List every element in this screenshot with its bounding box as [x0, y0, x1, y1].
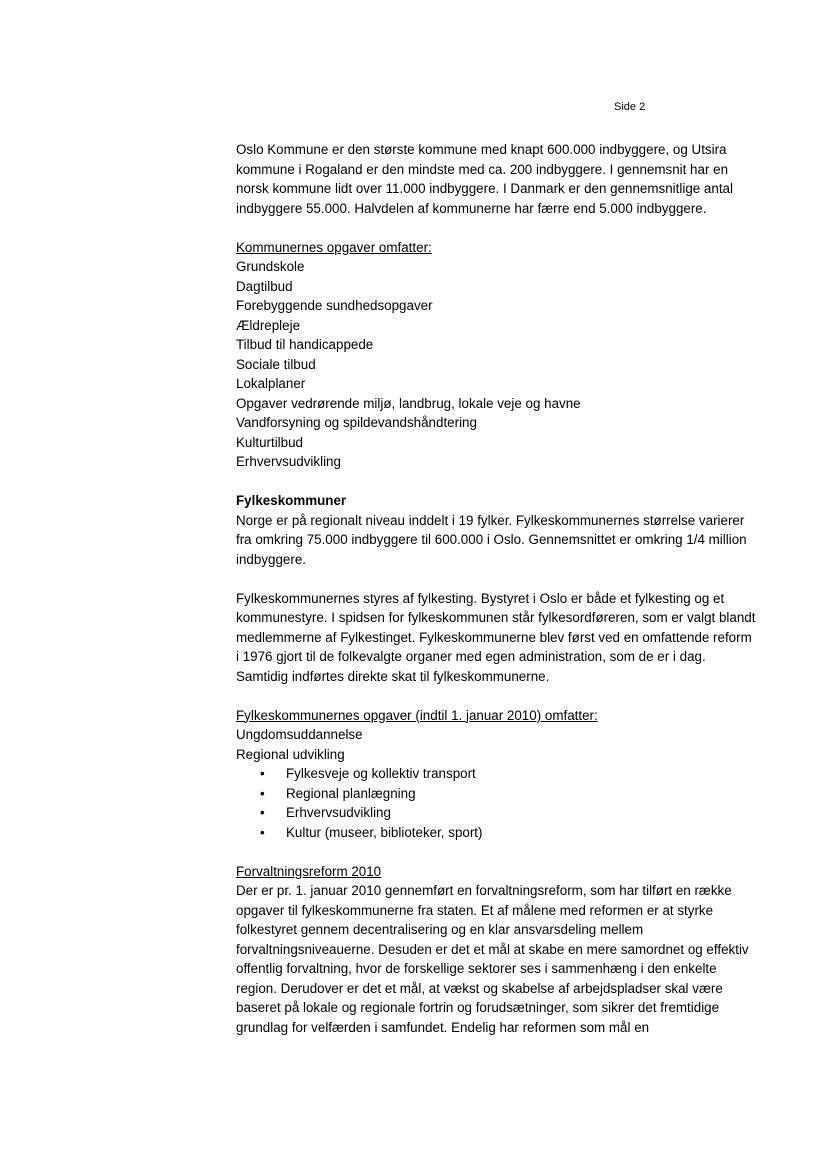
- bullet-item: • Fylkesveje og kollektiv transport: [236, 764, 756, 784]
- list-item: Regional udvikling: [236, 746, 345, 762]
- municipal-tasks-heading: Kommunernes opgaver omfatter:: [236, 239, 432, 255]
- list-item: Grundskole: [236, 259, 305, 274]
- page-number: Side 2: [614, 101, 646, 113]
- list-item: Forebyggende sundhedsopgaver: [236, 298, 433, 313]
- list-item: Sociale tilbud: [236, 356, 316, 372]
- list-item: Kulturtilbud: [236, 434, 303, 450]
- list-item: Opgaver vedrørende miljø, landbrug, lokale veje og havne: [236, 395, 581, 411]
- list-item: Vandforsyning og spildevandshåndtering: [236, 415, 477, 430]
- county-tasks-heading: Fylkeskommunernes opgaver (indtil 1. januar 2010) omfatter:: [236, 707, 598, 723]
- county-tasks-bullet-list: [236, 764, 756, 842]
- list-item: Dagtilbud: [236, 278, 293, 294]
- list-item: Tilbud til handicappede: [236, 337, 374, 352]
- list-item: Erhvervsudvikling: [236, 454, 341, 469]
- reform-paragraph: Der er pr. 1. januar 2010 gennemført en forvaltningsreform, som har tilført en række opgaver til fylkeskommunerne fra staten. Et af målene med reformen er at styrke folkestyret gennem decentralisering og en klar ansvarsdeling mellem forvaltningsniveauerne. Desuden er det et mål at skabe en mere samordnet og effektiv offentlig forvaltning, hvor de forskellige sektorer ses i sammenhæng i den enkelte region. Derudover er det et mål, at vækst og skabelse af arbejdspladser skal være baseret på lokale og regionale fortrin og forudsætninger, som sikrer det fremtidige grundlag for velfærden i samfundet. Endelig har reformen som mål en: [236, 883, 749, 1035]
- county-paragraph-2: Fylkeskommunernes styres af fylkesting. Bystyret i Oslo er både et fylkesting og et kommunestyre. I spidsen for fylkeskommunen står fylkesordføreren, som er valgt blandt medlemmerne af Fylkestinget. Fylkeskommunerne blev først ved en omfattende reform i 1976 gjort til de folkevalgte organer med egen administration, som de er i dag. Samtidig indførtes direkte skat til fylkeskommunerne.: [236, 590, 756, 684]
- reform-heading: Forvaltningsreform 2010: [236, 863, 382, 879]
- bullet-item: • Kultur (museer, biblioteker, sport): [236, 823, 756, 843]
- municipal-tasks-list: [236, 257, 756, 472]
- list-item: Ungdomsuddannelse: [236, 727, 363, 742]
- county-paragraph-1: Norge er på regionalt niveau inddelt i 19 fylker. Fylkeskommunernes størrelse varierer fra omkring 75.000 indbyggere til 600.000 i Oslo. Gennemsnittet er omkring 1/4 million indbyggere.: [236, 512, 747, 567]
- bullet-item: • Regional planlægning: [236, 784, 756, 804]
- document-body: [236, 140, 756, 1037]
- bullet-item: • Erhvervsudvikling: [236, 803, 756, 823]
- list-item: Ældrepleje: [236, 317, 301, 333]
- list-item: Lokalplaner: [236, 376, 306, 391]
- intro-paragraph: Oslo Kommune er den største kommune med knapt 600.000 indbyggere, og Utsira kommune i Rogaland er den mindste med ca. 200 indbyggere. I gennemsnit har en norsk kommune lidt over 11.000 indbyggere. I Danmark er den gennemsnitlige antal indbyggere 55.000. Halvdelen af kommunerne har færre end 5.000 indbyggere.: [236, 142, 733, 216]
- county-heading: Fylkeskommuner: [236, 493, 347, 508]
